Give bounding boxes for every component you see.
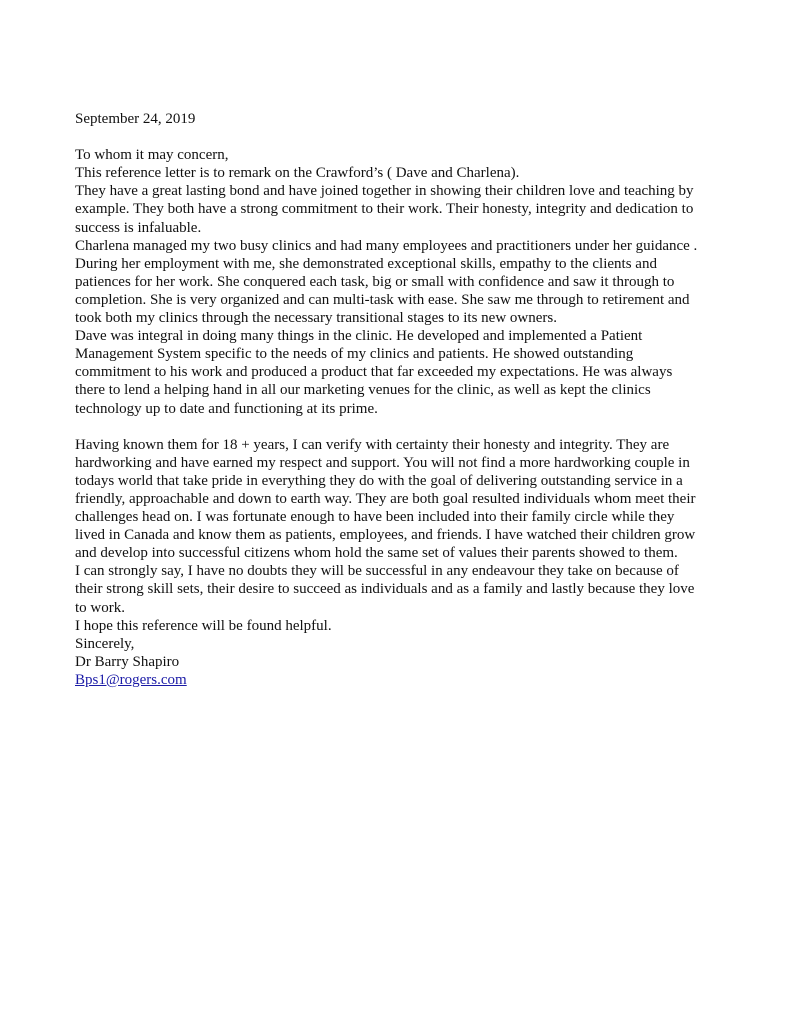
paragraph-line: their strong skill sets, their desire to succeed as individuals and as a family and lastly because they love	[75, 581, 695, 598]
paragraph-line: patiences for her work. She conquered each task, big or small with confidence and saw it through to	[75, 273, 675, 290]
paragraph-line: commitment to his work and produced a product that far exceeded my expectations. He was always	[75, 364, 673, 381]
signature-name: Dr Barry Shapiro	[75, 653, 180, 670]
reference-letter	[75, 110, 735, 689]
salutation: To whom it may concern,	[75, 147, 229, 164]
paragraph-line: During her employment with me, she demonstrated exceptional skills, empathy to the clients and	[75, 255, 657, 272]
paragraph-endorsement	[75, 436, 735, 563]
sign-off: Sincerely,	[75, 635, 135, 652]
email-line	[75, 671, 735, 689]
paragraph-line: took both my clinics through the necessary transitional stages to its new owners.	[75, 310, 557, 327]
paragraph-line: challenges head on. I was fortunate enough to have been included into their family circle while they	[75, 509, 675, 526]
spacer	[75, 418, 735, 436]
paragraph-line: todays world that take pride in everything they do with the goal of delivering outstanding service in a	[75, 472, 683, 489]
paragraph-relationship	[75, 182, 735, 236]
paragraph-line: I can strongly say, I have no doubts they will be successful in any endeavour they take on because of	[75, 563, 679, 580]
closing-note: I hope this reference will be found helpful.	[75, 617, 332, 634]
email-link[interactable]: Bps1@rogers.com	[75, 671, 187, 688]
paragraph-line: hardworking and have earned my respect and support. You will not find a more hardworking couple in	[75, 454, 690, 471]
letter-date: September 24, 2019	[75, 111, 196, 127]
paragraph-line: friendly, approachable and down to earth way. They are both goal resulted individuals whom meet their	[75, 490, 696, 507]
paragraph-line: example. They both have a strong commitment to their work. Their honesty, integrity and dedication to	[75, 201, 694, 218]
paragraph-line: there to lend a helping hand in all our marketing venues for the clinic, as well as kept the clinics	[75, 382, 651, 399]
paragraph-line: Dave was integral in doing many things in the clinic. He developed and implemented a Patient	[75, 328, 643, 345]
spacer	[75, 128, 735, 146]
intro-line: This reference letter is to remark on the Crawford’s ( Dave and Charlena).	[75, 165, 520, 182]
paragraph-dave	[75, 327, 735, 417]
paragraph-line: and develop into successful citizens whom hold the same set of values their parents showed to them.	[75, 545, 678, 562]
paragraph-charlena	[75, 237, 735, 327]
paragraph-line: Charlena managed my two busy clinics and had many employees and practitioners under her guidance .	[75, 237, 698, 254]
paragraph-confidence	[75, 562, 735, 616]
paragraph-line: lived in Canada and know them as patients, employees, and friends. I have watched their children grow	[75, 527, 696, 544]
paragraph-line: completion. She is very organized and can multi-task with ease. She saw me through to retirement and	[75, 291, 690, 308]
paragraph-line: Having known them for 18 + years, I can verify with certainty their honesty and integrity. They are	[75, 436, 670, 453]
paragraph-line: success is infaluable.	[75, 219, 202, 236]
paragraph-line: technology up to date and functioning at its prime.	[75, 400, 378, 417]
paragraph-line: Management System specific to the needs of my clinics and patients. He showed outstanding	[75, 346, 634, 363]
paragraph-line: to work.	[75, 599, 125, 616]
paragraph-line: They have a great lasting bond and have joined together in showing their children love and teaching by	[75, 183, 694, 200]
